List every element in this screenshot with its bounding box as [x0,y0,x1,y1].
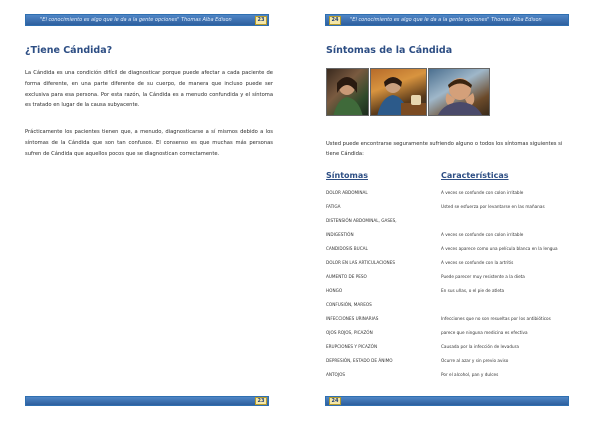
table-row [300,355,600,367]
table-row [300,285,600,297]
symptom-cell: FATIGA [326,204,341,209]
table-row [300,327,600,339]
symptom-cell: DOLOR ABDOMINAL [326,190,368,195]
right-footer-bar [325,396,569,406]
characteristics-column-header: Características [441,171,509,180]
table-row [300,341,600,353]
characteristic-cell: parece que ninguna medicina es efectiva [441,330,528,335]
symptom-cell: INDIGESTIÓN [326,232,354,237]
table-row [300,313,600,325]
left-footer-page-number: 23 [255,397,267,405]
left-header-quote: "El conocimiento es algo que le da a la gente opciones" Thomas Alba Edison [40,17,232,23]
table-row [300,229,600,241]
characteristic-cell: A veces aparece como una película blanca en la lengua [441,246,558,251]
characteristic-cell: Puede parecer muy resistente a la dieta [441,274,525,279]
left-header-bar [25,14,269,26]
photo-tired-man [428,68,490,116]
characteristic-cell: Usted se esfuerza por levantarse en las mañanas [441,204,545,209]
table-row [300,187,600,199]
intro-text: Usted puede encontrarse seguramente sufriendo alguno o todos los síntomas siguientes si tiene Cándida: [326,141,563,157]
symptom-cell: CONFUSIÓN, MAREOS [326,302,372,307]
table-row [300,369,600,381]
characteristic-cell: Ocurre al azar y sin previo aviso [441,358,509,363]
characteristic-cell: A veces se confunde con la artritis [441,260,514,265]
page-title: Síntomas de la Cándida [326,45,453,56]
symptom-cell: DISTENSIÓN ABDOMINAL, GASES, [326,218,397,223]
symptom-cell: ERUPCIONES Y PICAZÓN [326,344,378,349]
symptom-cell: DEPRESIÓN, ESTADO DE ÁNIMO [326,358,393,363]
symptom-cell: AUMENTO DE PESO [326,274,367,279]
right-header-bar [325,14,569,26]
characteristic-cell: A veces se confunde con colon irritable [441,190,524,195]
table-row [300,257,600,269]
table-row [300,299,600,311]
symptom-cell: INFECCIONES URINARIAS [326,316,379,321]
page-title: ¿Tiene Cándida? [25,45,113,56]
left-footer-bar [25,396,269,406]
right-header-quote: "El conocimiento es algo que le da a la gente opciones" Thomas Alba Edison [350,17,542,23]
symptom-cell: DOLOR EN LAS ARTICULACIONES [326,260,395,265]
symptom-cell: OJOS ROJOS, PICAZÓN [326,330,373,335]
table-row [300,271,600,283]
symptoms-column-header: Síntomas [326,171,369,180]
characteristic-cell: A veces se confunde con colon irritable [441,232,524,237]
right-header-page-number: 24 [329,16,341,25]
right-page [300,0,600,424]
symptom-cell: HONGO [326,288,343,293]
symptom-cell: CANDIDOSIS BUCAL [326,246,368,251]
symptom-cell: ANTOJOS [326,372,346,377]
paragraph-2: Prácticamente los pacientes tienen que, a menudo, diagnosticarse a sí mismos debido a los síntomas de la Cándida que son tan confusos. El consenso es que muchas más personas sufren de Cándida que aquellos pocos que se diagnostican correctamente. [25,129,273,157]
table-row [300,243,600,255]
photo-woman-outdoors [326,68,369,116]
paragraph-1: La Cándida es una condición difícil de diagnosticar porque puede afectar a cada paciente de forma diferente, en una parte diferente de su cuerpo, de manera que incluso puede ser exclusiva para esa persona. Por esta razón, la Cándida es a menudo confundida y el síntoma es tratado en lugar de la causa subyacente. [25,70,273,109]
table-row [300,201,600,213]
characteristic-cell: Causada por la infección de levadura [441,344,519,349]
right-footer-page-number: 24 [329,397,341,405]
photo-child-at-table [370,68,427,116]
characteristic-cell: Infecciones que no son resueltas por los antibióticos [441,316,551,321]
characteristic-cell: Por el alcohol, pan y dulces [441,372,499,377]
table-row [300,215,600,227]
left-header-page-number: 23 [255,16,267,25]
characteristic-cell: En sus uñas, o el pie de atleta [441,288,505,293]
